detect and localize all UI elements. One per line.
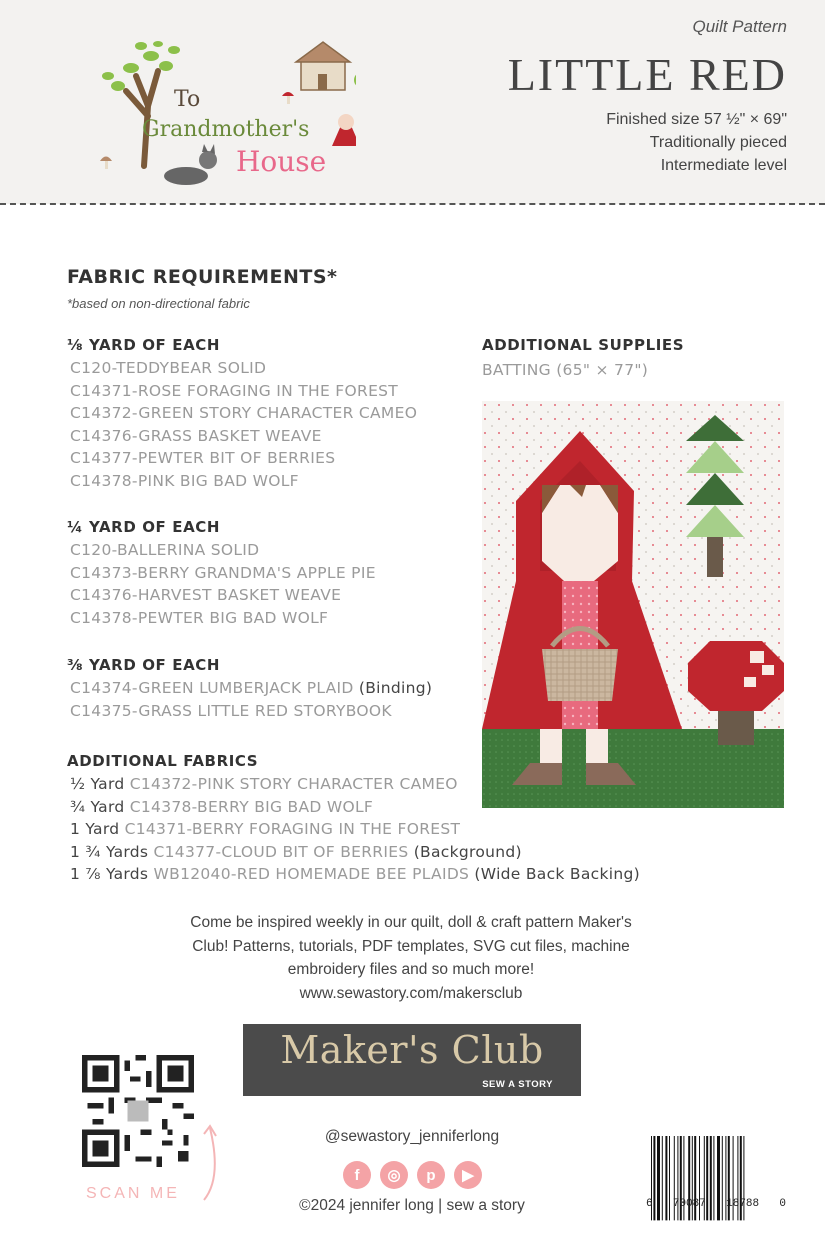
arrow-up-icon [190, 1118, 230, 1208]
makers-club-banner-sub: SEW A STORY [482, 1079, 553, 1090]
section-list-eighth [70, 357, 417, 493]
logo-text-grandmothers: Grandmother's [142, 117, 310, 142]
section-heading-eighth: ⅛ YARD OF EACH [67, 336, 221, 354]
logo-text-to: To [174, 87, 201, 112]
fabric-item: C14378-PEWTER BIG BAD WOLF [70, 608, 329, 627]
pattern-kicker: Quilt Pattern [692, 17, 787, 36]
copyright: ©2024 jennifer long | sew a story [299, 1197, 525, 1214]
section-list-three-eighths [70, 677, 432, 722]
additional-fabric-item: ½ Yard C14372-PINK STORY CHARACTER CAMEO [70, 775, 458, 793]
facebook-icon[interactable]: f [343, 1161, 371, 1189]
dashed-divider [0, 203, 825, 205]
makers-club-blurb: Come be inspired weekly in our quilt, doll & craft pattern Maker's Club! Patterns, tutorials, PDF templates, SVG cut files, machine embroidery files and so much more! www.sewastory.com/makersclub [150, 911, 672, 1005]
additional-supplies-heading: ADDITIONAL SUPPLIES [482, 336, 685, 354]
fabric-item: C14373-BERRY GRANDMA'S APPLE PIE [70, 563, 376, 582]
finished-size: Finished size 57 ½" × 69" [606, 111, 787, 128]
additional-fabric-item: 1 ⅞ Yards WB12040-RED HOMEMADE BEE PLAIDS (Wide Back Backing) [70, 865, 640, 884]
pattern-meta [606, 108, 787, 177]
makers-club-banner[interactable] [243, 1024, 581, 1096]
section-heading-three-eighths: ⅜ YARD OF EACH [67, 656, 221, 674]
barcode [649, 1136, 781, 1226]
section-heading-quarter: ¼ YARD OF EACH [67, 518, 221, 536]
fabric-item: C14376-GRASS BASKET WEAVE [70, 426, 322, 445]
fabric-item: C120-TEDDYBEAR SOLID [70, 359, 267, 377]
grandmothers-house-logo [96, 36, 356, 196]
additional-fabric-item: ¾ Yard C14378-BERRY BIG BAD WOLF [70, 797, 374, 816]
batting-item: BATTING (65" × 77") [482, 361, 649, 379]
additional-fabric-item: 1 Yard C14371-BERRY FORAGING IN THE FOREST [70, 820, 461, 839]
makers-club-banner-title: Maker's Club [280, 1028, 544, 1072]
fabric-item: C14372-GREEN STORY CHARACTER CAMEO [70, 404, 418, 423]
section-list-quarter [70, 539, 376, 629]
fabric-item: C14371-ROSE FORAGING IN THE FOREST [70, 381, 399, 400]
fabric-requirements-heading: FABRIC REQUIREMENTS* [67, 266, 338, 288]
additional-fabrics-heading: ADDITIONAL FABRICS [67, 752, 259, 770]
pattern-title: LITTLE RED [507, 49, 787, 100]
fabric-note: *based on non-directional fabric [67, 296, 250, 311]
qr-code[interactable] [82, 1055, 194, 1167]
fabric-item: C14378-PINK BIG BAD WOLF [70, 471, 299, 490]
piecing-method: Traditionally pieced [649, 134, 787, 151]
scan-me-label: SCAN ME [86, 1185, 180, 1202]
logo-text-house: House [236, 145, 327, 178]
social-icons [343, 1161, 493, 1191]
barcode-digits: 6 70087 18788 0 [646, 1198, 786, 1210]
youtube-icon[interactable]: ▶ [454, 1161, 482, 1189]
thread-spool-icon [127, 1100, 148, 1121]
fabric-item: C14374-GREEN LUMBERJACK PLAID (Binding) [70, 679, 433, 697]
fabric-item: C120-BALLERINA SOLID [70, 541, 260, 559]
quilt-illustration [482, 401, 784, 808]
additional-fabric-item: 1 ¾ Yards C14377-CLOUD BIT OF BERRIES (Background) [70, 842, 522, 861]
skill-level: Intermediate level [660, 157, 787, 174]
fabric-item: C14375-GRASS LITTLE RED STORYBOOK [70, 701, 392, 720]
fabric-item: C14376-HARVEST BASKET WEAVE [70, 586, 342, 605]
fabric-item: C14377-PEWTER BIT OF BERRIES [70, 449, 336, 468]
makers-club-link[interactable]: www.sewastory.com/makersclub [299, 984, 523, 1002]
pinterest-icon[interactable]: p [417, 1161, 445, 1189]
social-handle[interactable]: @sewastory_jenniferlong [324, 1128, 500, 1145]
instagram-icon[interactable]: ◎ [380, 1161, 408, 1189]
